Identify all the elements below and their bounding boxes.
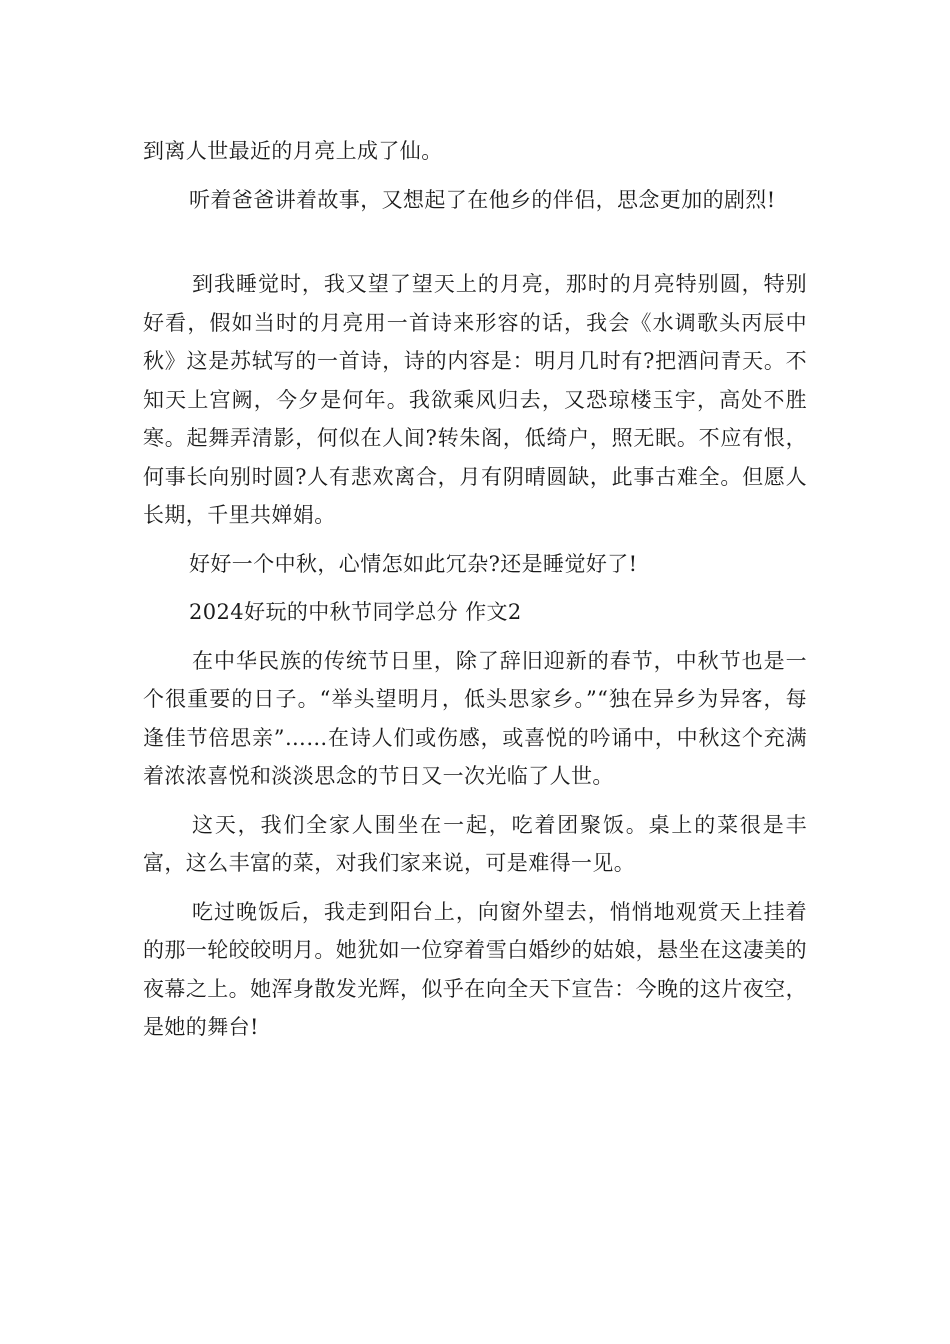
essay-heading: 2024好玩的中秋节同学总分 作文2 (189, 600, 522, 624)
paragraph-poem: 到我睡觉时，我又望了望天上的月亮，那时的月亮特别圆，特别好看，假如当时的月亮用一首诗来形容的话，我会《水调歌头丙辰中秋》这是苏轼写的一首诗，诗的内容是：明月几时有?把酒问青天。不知天上宫阙，今夕是何年。我欲乘风归去，又恐琼楼玉宇，高处不胜寒。起舞弄清影，何似在人间?转朱阁，低绮户，照无眠。不应有恨，何事长向别时圆?人有悲欢离合，月有阴晴圆缺，此事古难全。但愿人长期，千里共婵娟。 (143, 272, 807, 527)
body-text (143, 132, 807, 1047)
paragraph-moon: 吃过晚饭后，我走到阳台上，向窗外望去，悄悄地观赏天上挂着的那一轮皎皎明月。她犹如一位穿着雪白婚纱的姑娘，悬坐在这凄美的夜幕之上。她浑身散发光辉，似乎在向全天下宣告：今晚的这片夜空，是她的舞台! (143, 899, 807, 1039)
paragraph-festival: 在中华民族的传统节日里，除了辞旧迎新的春节，中秋节也是一个很重要的日子。“举头望明月，低头思家乡。”“独在异乡为异客，每逢佳节倍思亲”……在诗人们或伤感，或喜悦的吟诵中，中秋这个充满着浓浓喜悦和淡淡思念的节日又一次光临了人世。 (143, 648, 807, 788)
paragraph-story: 听着爸爸讲着故事，又想起了在他乡的伴侣，思念更加的剧烈! (189, 187, 776, 212)
paragraph-sleep: 好好一个中秋，心情怎如此冗杂?还是睡觉好了! (189, 551, 638, 576)
paragraph-continuation: 到离人世最近的月亮上成了仙。 (143, 139, 443, 163)
paragraph-dinner: 这天，我们全家人围坐在一起，吃着团聚饭。桌上的菜很是丰富，这么丰富的菜，对我们家来说，可是难得一见。 (143, 812, 807, 875)
